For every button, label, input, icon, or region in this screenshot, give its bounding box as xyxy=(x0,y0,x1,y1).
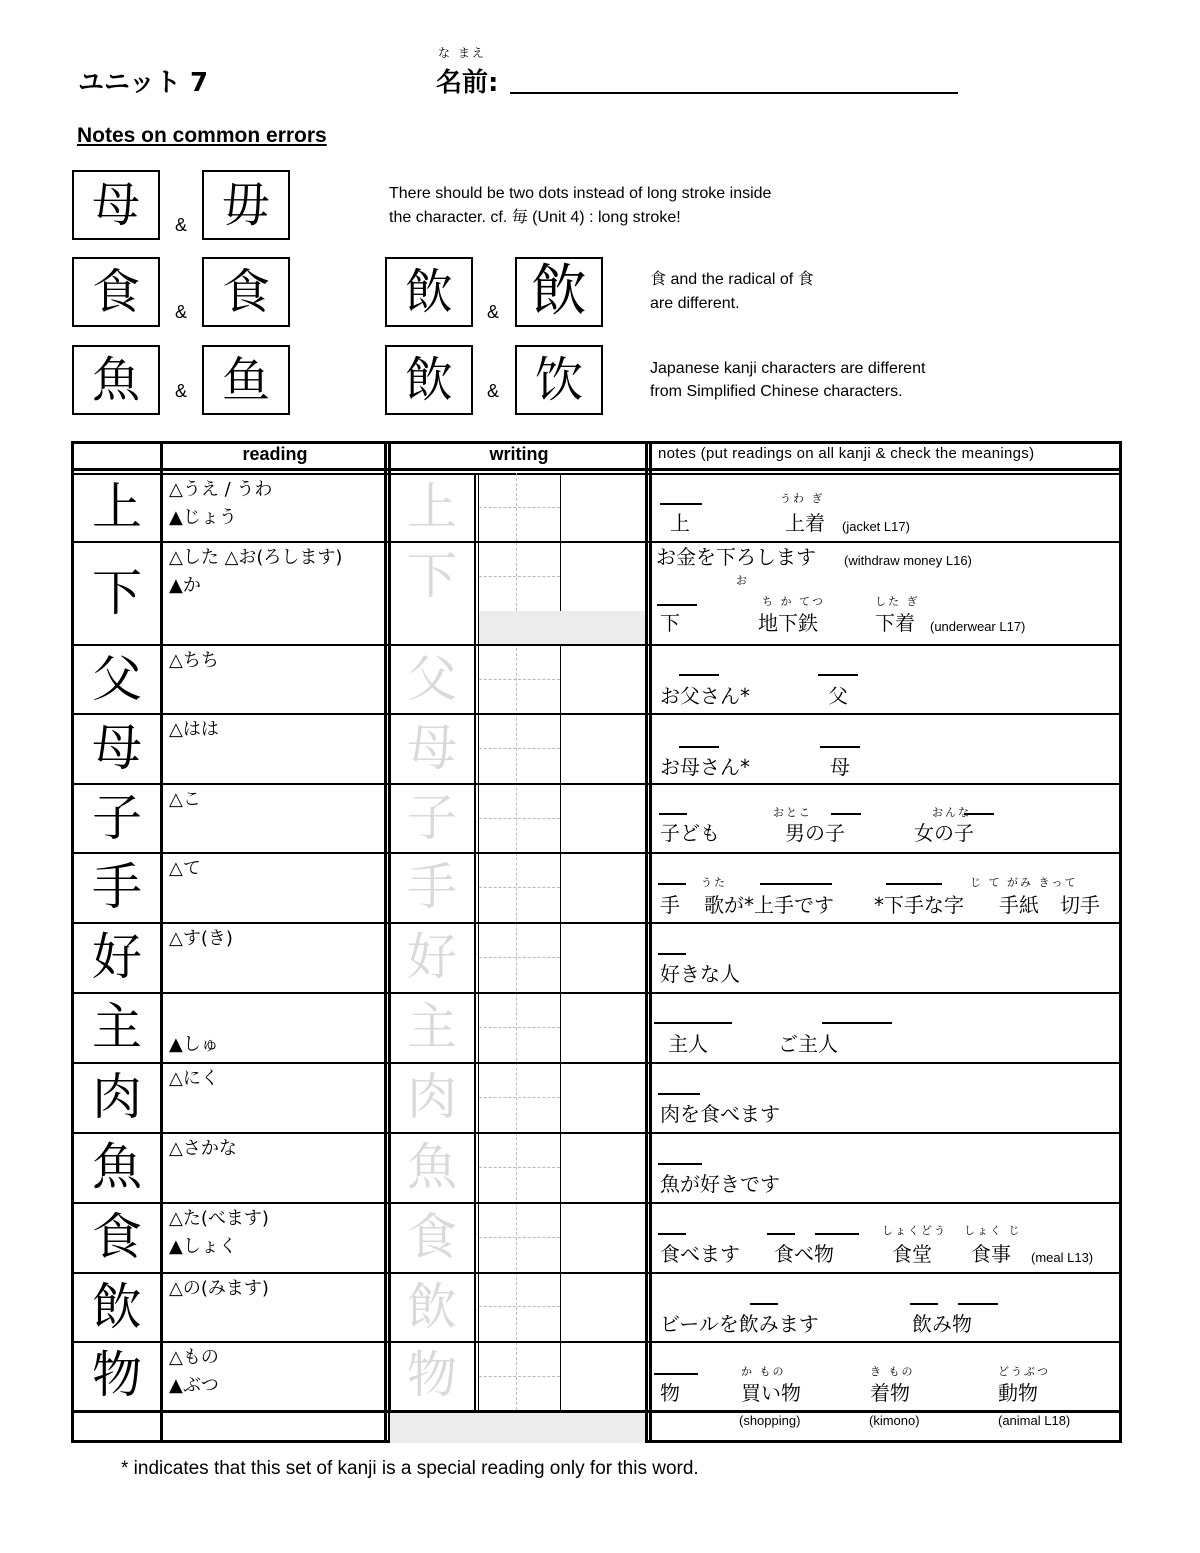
kanji-row xyxy=(74,1062,1119,1132)
row-kanji: 主 xyxy=(92,998,142,1056)
note-ruby: うた xyxy=(701,876,727,889)
note-meaning: (jacket L17) xyxy=(842,519,910,534)
note-word: 主人 xyxy=(668,1032,708,1056)
reading-kun: △さかな xyxy=(169,1138,237,1159)
note-word: お母さん* xyxy=(660,755,750,779)
note-ruby: した ぎ xyxy=(875,595,920,608)
kanji-row xyxy=(74,922,1119,992)
note-word: 物 xyxy=(660,1381,680,1405)
note-ruby: うわ ぎ xyxy=(780,492,825,505)
error-note-line: are different. xyxy=(650,295,740,312)
error-kanji-wrong: 饮 xyxy=(515,345,603,415)
error-kanji-correct: 飲 xyxy=(385,345,473,415)
note-word: 男の子 xyxy=(785,821,845,845)
note-word: 手 xyxy=(660,893,680,917)
kanji-row xyxy=(74,713,1119,783)
note-word: 買い物 xyxy=(741,1381,801,1405)
reading-kun: △こ xyxy=(169,789,201,810)
header-notes: notes (put readings on all kanji & check the meanings) xyxy=(658,445,1035,462)
kanji-row xyxy=(74,783,1119,852)
note-word: 母 xyxy=(830,755,850,779)
kanji-row xyxy=(74,1132,1119,1202)
note-sentence: お金を下ろします xyxy=(656,545,816,569)
row-kanji: 飲 xyxy=(92,1277,142,1336)
kanji-practice-table xyxy=(71,441,1122,1443)
row-kanji: 物 xyxy=(92,1346,142,1404)
row-kanji: 母 xyxy=(92,719,142,777)
note-ruby: お xyxy=(736,574,749,587)
note-word: ビールを飲みます xyxy=(660,1312,819,1336)
note-word: 肉を食べます xyxy=(660,1102,780,1126)
row-kanji: 上 xyxy=(92,478,142,536)
kanji-row xyxy=(74,541,1119,644)
note-word: 父 xyxy=(828,684,848,708)
row-kanji: 魚 xyxy=(92,1138,142,1196)
error-note-line: There should be two dots instead of long stroke inside xyxy=(389,185,772,202)
footnote: * indicates that this set of kanji is a special reading only for this word. xyxy=(121,1458,699,1479)
trace-kanji: 魚 xyxy=(407,1138,457,1196)
reading-on: ▲か xyxy=(169,575,201,596)
note-word: 着物 xyxy=(870,1381,910,1405)
note-word: 手紙 xyxy=(999,893,1039,917)
error-note-line: the character. cf. 毎 (Unit 4) : long stroke! xyxy=(389,209,681,226)
note-word: 切手 xyxy=(1060,893,1100,917)
note-word: 動物 xyxy=(998,1381,1038,1405)
note-ruby: おんな xyxy=(932,806,971,819)
name-ruby: な まえ xyxy=(438,46,486,60)
trace-kanji: 食 xyxy=(407,1208,457,1266)
name-blank-line[interactable] xyxy=(510,92,958,94)
note-word: ご主人 xyxy=(778,1032,838,1056)
note-word: 歌が*上手です xyxy=(704,893,834,917)
note-word: *下手な字 xyxy=(874,893,964,917)
reading-kun: △の(みます) xyxy=(169,1278,269,1299)
kanji-row xyxy=(74,992,1119,1062)
kanji-row xyxy=(74,644,1119,713)
note-word: 上 xyxy=(670,511,690,535)
note-word: 食堂 xyxy=(892,1242,932,1266)
error-kanji-wrong: 毋 xyxy=(202,170,290,240)
reading-kun: △た(べます) xyxy=(169,1208,269,1229)
error-kanji-correct: 母 xyxy=(72,170,160,240)
note-ruby: じ て がみ きって xyxy=(970,876,1078,889)
reading-on: ▲しゅ xyxy=(169,1034,219,1055)
error-note-line: from Simplified Chinese characters. xyxy=(650,383,903,400)
error-kanji-correct: 飲 xyxy=(385,257,473,327)
note-meaning: (underwear L17) xyxy=(930,619,1026,634)
ampersand: & xyxy=(175,215,188,235)
trace-kanji: 子 xyxy=(407,788,457,847)
reading-kun: △ちち xyxy=(169,650,219,671)
header-writing: writing xyxy=(489,444,549,464)
trace-kanji: 肉 xyxy=(407,1068,457,1126)
kanji-row xyxy=(74,1272,1119,1341)
note-meaning: (shopping) xyxy=(739,1413,801,1428)
reading-kun: △す(き) xyxy=(169,928,233,949)
trace-kanji: 飲 xyxy=(407,1277,457,1336)
note-word: 上着 xyxy=(785,511,825,535)
reading-kun: △した △お(ろします) xyxy=(169,547,343,568)
row-kanji: 父 xyxy=(92,649,142,708)
error-note-line: 食 and the radical of 食 xyxy=(650,271,814,288)
note-word: 女の子 xyxy=(914,821,974,845)
trace-kanji: 下 xyxy=(407,546,457,605)
note-word: 好きな人 xyxy=(660,962,740,986)
error-kanji-correct: 食 xyxy=(72,257,160,327)
ampersand: & xyxy=(175,381,188,401)
error-note-line: Japanese kanji characters are different xyxy=(650,360,926,377)
kanji-row xyxy=(74,1202,1119,1272)
note-ruby: どうぶつ xyxy=(998,1365,1050,1378)
header-reading: reading xyxy=(242,444,308,464)
error-kanji-wrong: 鱼 xyxy=(202,345,290,415)
note-meaning: (withdraw money L16) xyxy=(844,553,972,568)
note-word: 食べます xyxy=(660,1242,740,1266)
reading-kun: △もの xyxy=(169,1347,219,1368)
note-word: 地下鉄 xyxy=(758,611,818,635)
note-word: 下着 xyxy=(875,611,915,635)
note-meaning: (animal L18) xyxy=(998,1413,1071,1428)
row-kanji: 子 xyxy=(92,788,142,847)
ampersand: & xyxy=(487,381,500,401)
note-ruby: き もの xyxy=(870,1365,915,1378)
kanji-row xyxy=(74,852,1119,922)
row-kanji: 手 xyxy=(92,858,142,916)
note-ruby: しょくどう xyxy=(882,1224,947,1237)
note-word: 食べ物 xyxy=(774,1242,834,1266)
reading-on: ▲しょく xyxy=(169,1236,237,1257)
trace-kanji: 手 xyxy=(407,858,457,916)
row-kanji: 下 xyxy=(92,563,142,622)
note-ruby: しょく じ xyxy=(964,1224,1022,1237)
row-kanji: 肉 xyxy=(92,1068,142,1126)
reading-kun: △はは xyxy=(169,719,219,740)
trace-kanji: 好 xyxy=(407,928,457,986)
note-ruby: おとこ xyxy=(773,806,812,819)
ampersand: & xyxy=(487,302,500,322)
note-word: 食事 xyxy=(971,1242,1011,1266)
kanji-row xyxy=(74,473,1119,541)
note-ruby: か もの xyxy=(741,1365,786,1378)
reading-on: ▲ぶつ xyxy=(169,1375,219,1396)
reading-on: ▲じょう xyxy=(169,507,237,528)
note-ruby: ち か てつ xyxy=(762,595,825,608)
trace-kanji: 主 xyxy=(407,998,457,1056)
trace-kanji: 父 xyxy=(407,649,457,708)
reading-kun: △うえ / うわ xyxy=(169,479,273,500)
error-kanji-correct: 魚 xyxy=(72,345,160,415)
trace-kanji: 母 xyxy=(407,719,457,777)
reading-kun: △にく xyxy=(169,1068,219,1089)
note-word: 子ども xyxy=(660,821,720,845)
row-kanji: 食 xyxy=(92,1208,142,1266)
error-kanji-wrong: 食 xyxy=(202,257,290,327)
trace-kanji: 物 xyxy=(407,1346,457,1404)
error-kanji-wrong: 飲 xyxy=(515,257,603,327)
note-word: 魚が好きです xyxy=(660,1172,780,1196)
note-word: 下 xyxy=(660,611,680,635)
reading-kun: △て xyxy=(169,858,201,879)
notes-title: Notes on common errors xyxy=(77,124,327,147)
row-kanji: 好 xyxy=(92,928,142,986)
name-label: 名前: xyxy=(436,68,499,98)
unit-title: ユニット 7 xyxy=(78,68,209,98)
trace-kanji: 上 xyxy=(407,478,457,536)
note-meaning: (meal L13) xyxy=(1031,1250,1094,1265)
note-word: 飲み物 xyxy=(912,1312,972,1336)
kanji-row xyxy=(74,1341,1119,1443)
note-word: お父さん* xyxy=(660,684,750,708)
note-meaning: (kimono) xyxy=(869,1413,920,1428)
ampersand: & xyxy=(175,302,188,322)
